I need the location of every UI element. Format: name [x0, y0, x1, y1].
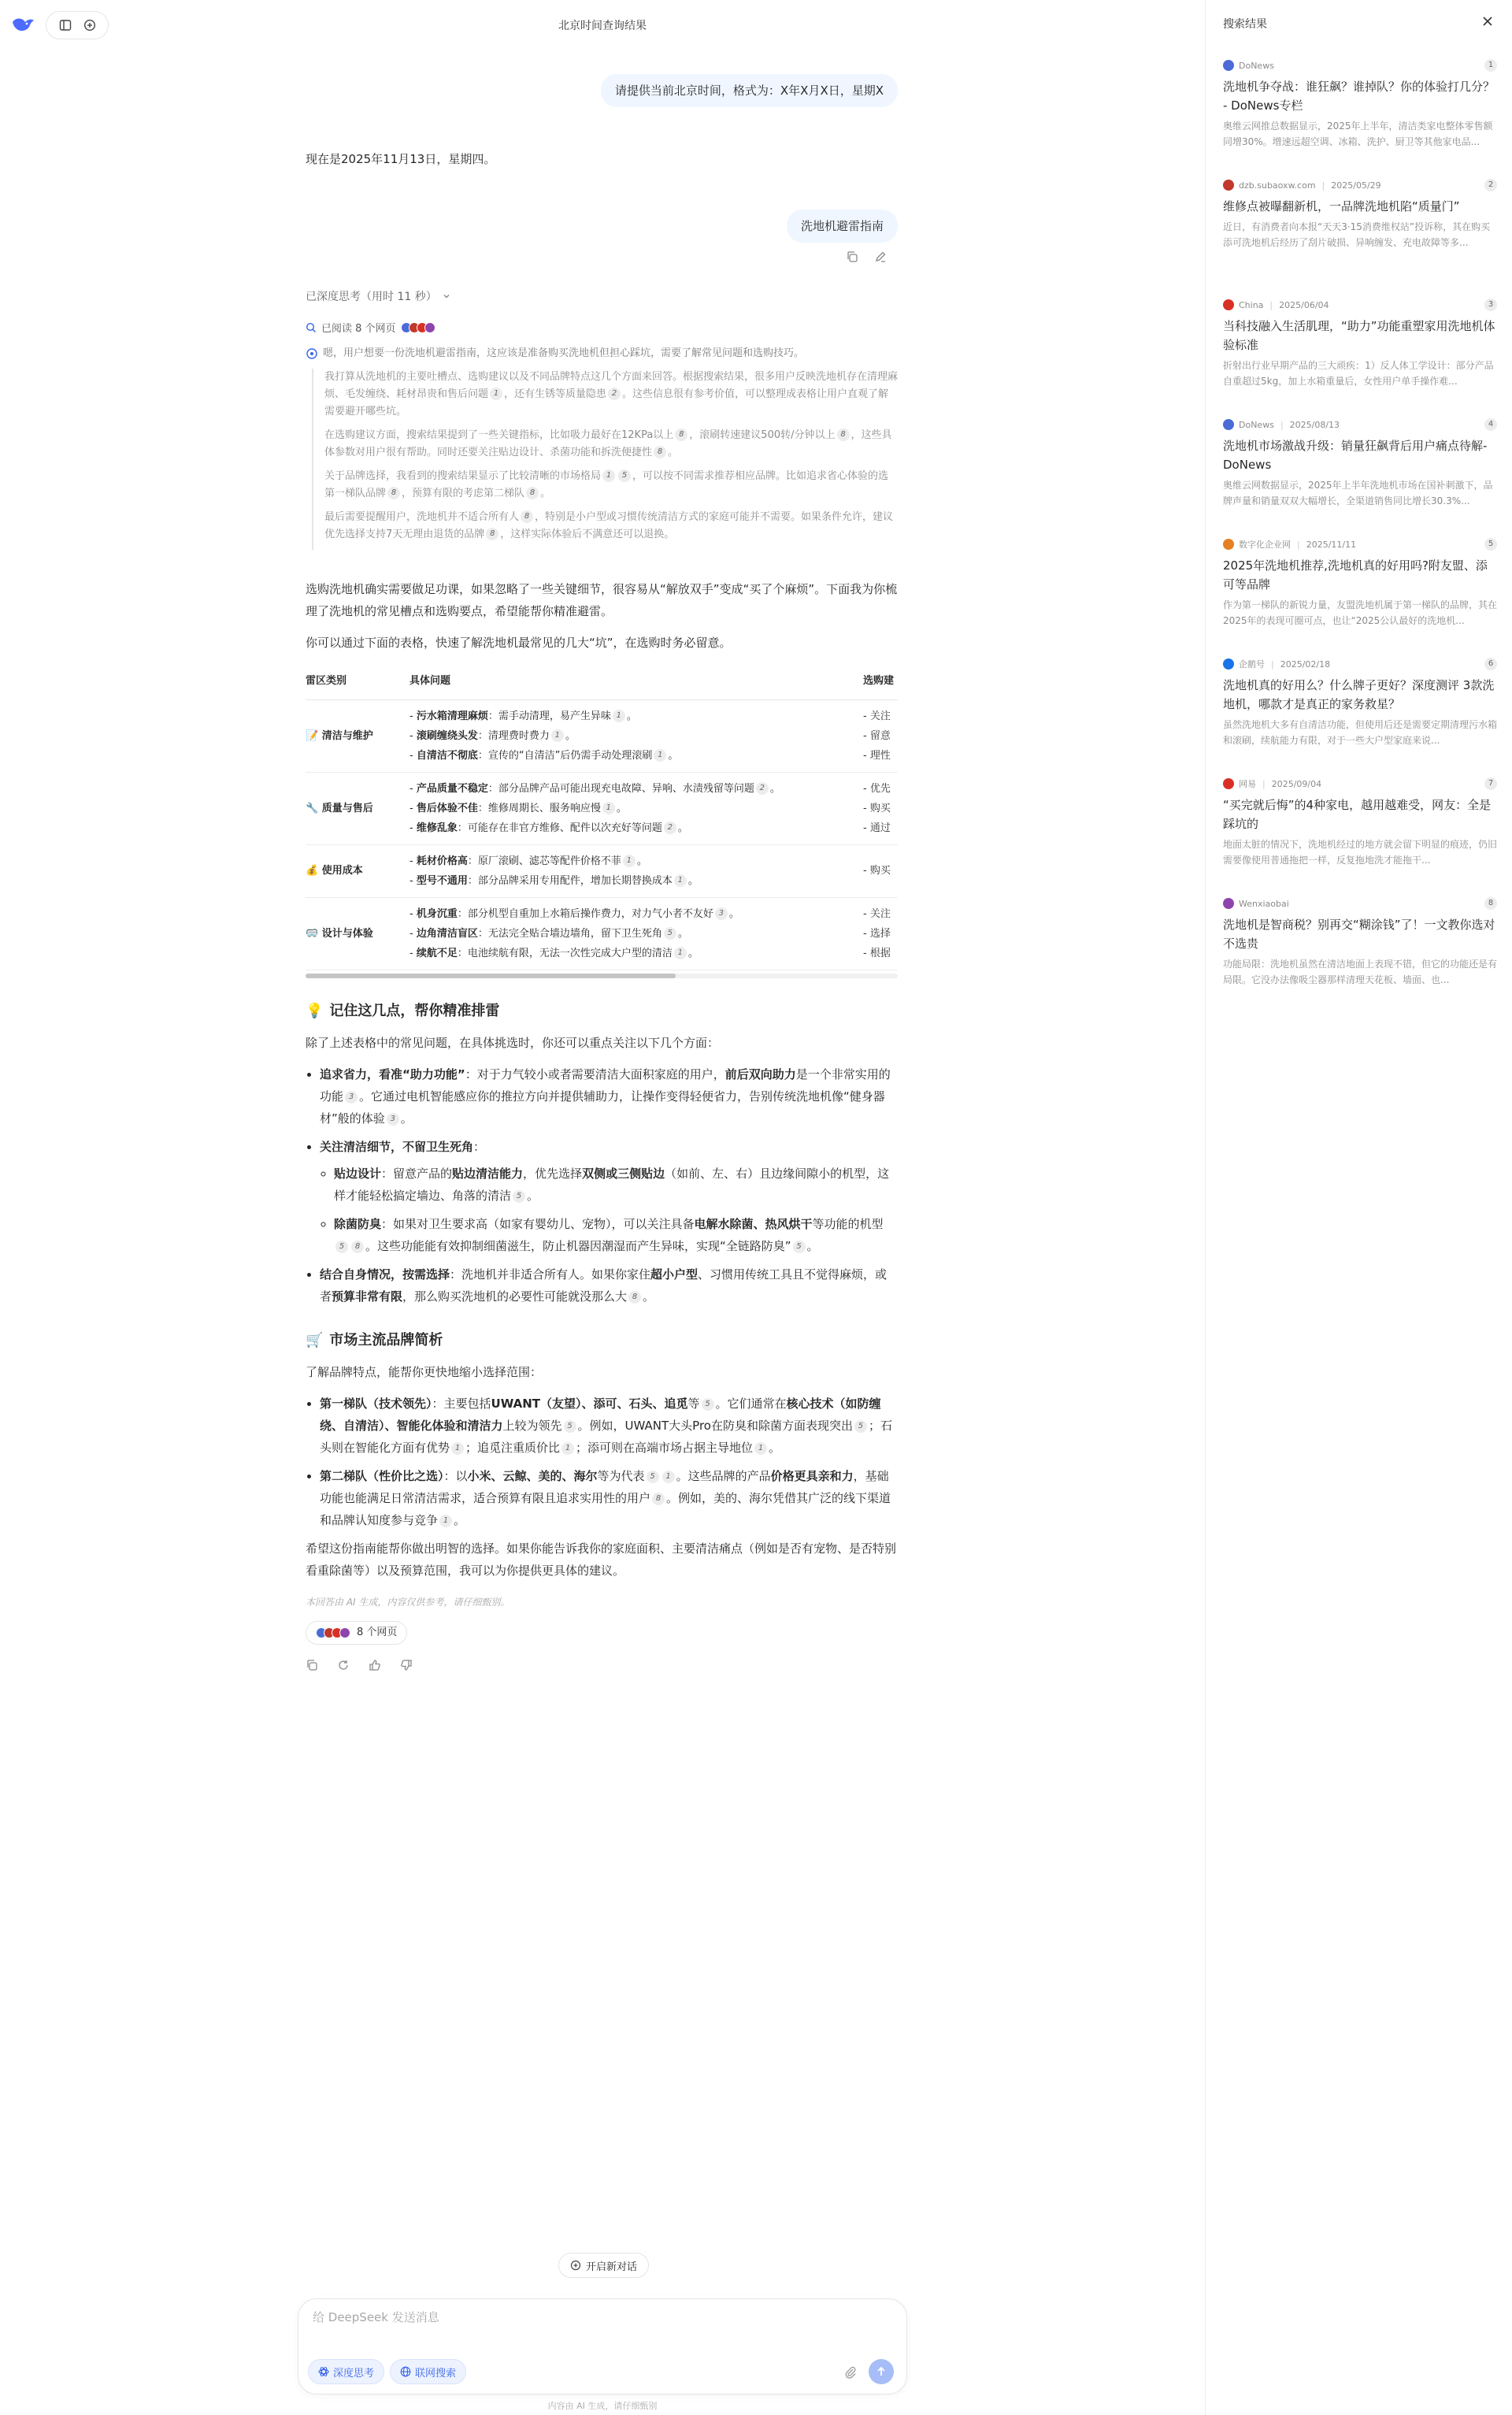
section-heading: [306, 1330, 898, 1352]
problem-item: - 边角清洁盲区：无法完全贴合墙边墙角，留下卫生死角 5 。: [410, 927, 688, 940]
source-favicons: [401, 322, 435, 333]
list-item: • 关注清洁细节，不留卫生死角： ◦ 贴边设计：留意产品的贴边清洁能力，优先选择双侧或三侧贴边（如前、左、右）且边缘间隙小的机型，这样才能轻松搞定墙边、角落的清洁 5 。 ◦ 除菌防臭：如果对卫生要求高（如家有婴幼儿、宠物），可以关注具备电解水除菌、热风烘干等功能的机型5 8 。这些功能能有效抑制细菌滋生，防止机器因潮湿而产生异味，实现“全链路防臭” 5 。: [320, 1136, 898, 1257]
table-cell-problems: [410, 699, 863, 772]
section-heading-text: 市场主流品牌简析: [329, 1331, 443, 1348]
citation-badge[interactable]: 1: [613, 710, 625, 722]
edit-icon[interactable]: [874, 250, 888, 265]
result-meta: 数字化企业网 | 2025/11/11 5: [1223, 537, 1497, 551]
citation-badge[interactable]: 8: [628, 1291, 641, 1304]
table-cell-problems: [410, 897, 863, 970]
suggestion-item: - 选择: [863, 927, 891, 940]
result-source: dzb.subaoxw.com: [1239, 180, 1316, 191]
thinking-toggle[interactable]: [306, 288, 451, 304]
search-result-card[interactable]: [1223, 417, 1497, 525]
thinking-paragraph: 我打算从洗地机的主要吐槽点、选购建议以及不同品牌特点这几个方面来回答。根据搜索结果，很多用户反映洗地机存在清理麻烦、毛发缠绕、耗材昂贵和售后问题 1 ，还有生锈等质量隐患 2 。这些信息很有参考价值，可以整理成表格让用户直观了解需要避开哪些坑。: [324, 371, 899, 417]
category-label: 清洁与维护: [321, 729, 373, 742]
search-results-panel: [1205, 0, 1512, 2415]
category-icon: 📝: [306, 729, 319, 742]
thinking-paragraph: 关于品牌选择，我看到的搜索结果显示了比较清晰的市场格局 1 5 ，可以按不同需求推荐相应品牌。比如追求省心体验的选第一梯队品牌 8 ，预算有限的考虑第二梯队 8 。: [324, 470, 889, 499]
sources-chip-label: 8 个网页: [357, 1626, 398, 1638]
suggestion-item: - 关注: [863, 907, 891, 920]
table-cell-category: [306, 897, 410, 970]
section-intro: 了解品牌特点，能帮你更快地缩小选择范围：: [306, 1364, 543, 1379]
citation-badge[interactable]: 1: [602, 802, 615, 814]
suggestion-item: - 优先: [863, 782, 891, 795]
citation-badge[interactable]: 8: [654, 446, 666, 458]
answer-actions: [306, 1656, 898, 1671]
search-result-card[interactable]: [1223, 657, 1497, 764]
citation-badge[interactable]: 2: [756, 782, 769, 795]
suggestion-item: - 理性: [863, 749, 891, 762]
table-cell-suggestion: [863, 897, 898, 970]
user-message-1: 请提供当前北京时间，格式为：X年X月X日，星期X: [601, 74, 898, 107]
citation-badge[interactable]: 8: [675, 428, 687, 441]
chevron-down-icon: [442, 291, 451, 301]
thinking-icon: [306, 347, 318, 360]
citation-badge[interactable]: 5: [664, 927, 676, 940]
search-icon: [306, 322, 317, 333]
citation-badge[interactable]: 8: [837, 428, 850, 441]
citation-badge[interactable]: 1: [623, 855, 636, 867]
problem-item: - 自清洁不彻底：宣传的“自清洁”后仍需手动处理滚刷 1 。: [410, 749, 679, 762]
citation-badge[interactable]: 3: [715, 907, 728, 920]
result-index: 2: [1484, 179, 1497, 191]
list-item: • 追求省力，看准“助力功能”：对于力气较小或者需要清洁大面积家庭的用户，前后双向助力是一个非常实用的功能 3 。它通过电机智能感应你的推拉方向并提供辅助力，让操作变得轻便省力，告别传统洗地机像“健身器材”般的体验 3 。: [320, 1063, 898, 1130]
citation-badge[interactable]: 8: [351, 1241, 364, 1253]
result-snippet: 作为第一梯队的新锐力量，友盟洗地机属于第一梯队的品牌，其在2025年的表现可圈可点，也让“2025公认最好的洗地机...: [1223, 599, 1497, 626]
category-label: 使用成本: [321, 865, 363, 877]
result-source: 数字化企业网: [1239, 540, 1291, 550]
citation-badge[interactable]: 1: [561, 1442, 574, 1455]
result-index: 6: [1484, 658, 1497, 670]
result-snippet: 地面太脏的情况下，洗地机经过的地方就会留下明显的痕迹，仍旧需要像使用普通拖把一样，反复拖地洗才能拖干...: [1223, 839, 1497, 866]
user-message-actions: [846, 250, 888, 265]
suggestion-item: - 根据: [863, 947, 891, 959]
result-source: Wenxiaobai: [1239, 898, 1289, 909]
citation-badge[interactable]: 8: [486, 528, 498, 540]
source-favicon: [1223, 778, 1234, 789]
result-title[interactable]: 洗地机真的好用么？什么牌子更好？深度测评 3款洗地机，哪款才是真正的家务救星？: [1223, 678, 1495, 711]
citation-badge[interactable]: 5: [793, 1241, 806, 1253]
source-favicon: [1223, 539, 1234, 550]
result-date: 2025/06/04: [1279, 299, 1329, 310]
search-result-card[interactable]: [1223, 178, 1497, 285]
result-source: 企鹅号: [1239, 659, 1265, 670]
citation-badge[interactable]: 1: [674, 947, 687, 959]
result-date: 2025/09/04: [1271, 778, 1322, 789]
problem-item: - 型号不通用：部分品牌采用专用配件，增加长期替换成本 1 。: [410, 874, 699, 887]
read-pages-label: 已阅读 8 个网页: [321, 323, 396, 335]
user-message-2: 洗地机避雷指南: [787, 210, 898, 243]
new-chat-button[interactable]: [558, 2253, 649, 2278]
favicon: [424, 322, 435, 333]
problem-item: - 污水箱清理麻烦：需手动清理，易产生异味 1 。: [410, 710, 637, 722]
category-icon: 🔧: [306, 802, 319, 814]
result-source: DoNews: [1239, 60, 1274, 71]
category-icon: 💰: [306, 865, 319, 877]
thumbs-up-icon[interactable]: [369, 1656, 383, 1671]
results-list: [1223, 58, 1497, 1016]
problem-item: - 维修乱象：可能存在非官方维修、配件以次充好等问题 2 。: [410, 822, 688, 834]
section-heading: [306, 1000, 898, 1022]
deep-think-toggle[interactable]: [308, 2359, 384, 2384]
source-favicon: [1223, 60, 1234, 71]
arrow-up-icon: [876, 2366, 887, 2377]
thinking-lead: [306, 345, 898, 362]
list-item: ◦ 贴边设计：留意产品的贴边清洁能力，优先选择双侧或三侧贴边（如前、左、右）且边缘间隙小的机型，这样才能轻松搞定墙边、角落的清洁 5 。: [334, 1163, 898, 1207]
read-pages-row[interactable]: [306, 320, 435, 335]
citation-badge[interactable]: 5: [335, 1241, 348, 1253]
table-cell-category: [306, 772, 410, 844]
message-input[interactable]: [313, 2310, 864, 2324]
result-meta: DoNews | 2025/08/13 4: [1223, 417, 1497, 432]
result-date: 2025/11/11: [1306, 539, 1357, 550]
table-cell-category: [306, 844, 410, 897]
table-intro: 你可以通过下面的表格，快速了解洗地机最常见的几大“坑”，在选购时务必留意。: [306, 636, 732, 650]
table-row: [306, 699, 898, 772]
source-favicon: [1223, 419, 1234, 430]
source-favicons: [316, 1627, 350, 1638]
result-meta: [1223, 58, 1497, 72]
brands-list: [306, 1393, 898, 1531]
source-favicon: [1223, 299, 1234, 310]
result-index: 3: [1484, 299, 1497, 311]
web-search-label: 联网搜索: [415, 2367, 457, 2380]
citation-badge[interactable]: 3: [345, 1091, 358, 1104]
result-title[interactable]: 维修点被曝翻新机，一品牌洗地机陷“质量门”: [1223, 199, 1460, 213]
table-cell-suggestion: [863, 772, 898, 844]
search-result-card[interactable]: [1223, 896, 1497, 1003]
thinking-content: [312, 369, 898, 550]
atom-icon: [318, 2366, 329, 2377]
citation-badge[interactable]: 3: [387, 1113, 399, 1126]
shopping-cart-icon: 🛒: [306, 1331, 324, 1348]
source-favicon: [1223, 898, 1234, 909]
result-snippet: 奥维云网数据显示，2025年上半年洗地机市场在国补刺激下，品牌声量和销量双双大幅增长，全渠道销售同比增长30.3%...: [1223, 480, 1493, 506]
search-result-card[interactable]: [1223, 298, 1497, 405]
suggestion-item: - 通过: [863, 822, 891, 834]
result-snippet: 功能局限：洗地机虽然在清洁地面上表现不错，但它的功能还是有局限。它没办法像吸尘器那样清理天花板、墙面、也...: [1223, 959, 1497, 985]
search-result-card[interactable]: [1223, 777, 1497, 884]
citation-badge[interactable]: 2: [664, 822, 676, 834]
assistant-answer: [306, 578, 898, 1671]
problem-item: - 滚刷缠绕头发：清理费时费力 1 。: [410, 729, 576, 742]
citation-badge[interactable]: 1: [451, 1442, 464, 1455]
result-title[interactable]: 洗地机争夺战：谁狂飙？谁掉队？你的体验打几分？ - DoNews专栏: [1223, 80, 1495, 113]
result-meta: 网易 | 2025/09/04 7: [1223, 777, 1497, 791]
thumbs-down-icon[interactable]: [400, 1656, 414, 1671]
composer-footnote: 内容由 AI 生成，请仔细甄别: [547, 2401, 658, 2411]
message-composer: [298, 2298, 907, 2395]
result-meta: dzb.subaoxw.com | 2025/05/29 2: [1223, 178, 1497, 192]
citation-badge[interactable]: 1: [602, 469, 615, 482]
suggestion-item: - 关注: [863, 710, 891, 722]
citation-badge[interactable]: 5: [618, 469, 631, 482]
result-index: 8: [1484, 897, 1497, 910]
thinking-toggle-label: 已深度思考（用时 11 秒）: [306, 291, 437, 303]
sources-chip[interactable]: [306, 1621, 407, 1645]
citation-badge[interactable]: 1: [674, 874, 687, 887]
problem-item: - 售后体验不佳：维修周期长、服务响应慢 1 。: [410, 802, 627, 814]
result-snippet: 折射出行业早期产品的三大顽疾：1）反人体工学设计：部分产品自重超过5kg，加上水箱重量后，女性用户单手操作难...: [1223, 360, 1494, 387]
result-meta: 企鹅号 | 2025/02/18 6: [1223, 657, 1497, 671]
plus-circle-icon: [570, 2260, 581, 2271]
table-row: [306, 772, 898, 844]
result-date: 2025/08/13: [1289, 419, 1340, 430]
citation-badge[interactable]: 1: [754, 1442, 767, 1455]
assistant-message-1: 现在是2025年11月13日，星期四。: [306, 152, 496, 166]
thinking-paragraph: 在选购建议方面，搜索结果提到了一些关键指标，比如吸力最好在12KPa以上 8 ，滚刷转速建议500转/分钟以上 8 ，这些具体参数对用户很有帮助。同时还要关注贴边设计、杀菌功能和拆洗便捷性 8 。: [324, 429, 892, 458]
regenerate-icon[interactable]: [337, 1656, 351, 1671]
result-meta: [1223, 896, 1497, 911]
problem-item: - 机身沉重：部分机型自重加上水箱后操作费力，对力气小者不友好 3 。: [410, 907, 739, 920]
citation-badge[interactable]: 5: [564, 1420, 576, 1433]
panel-title: 搜索结果: [1223, 18, 1267, 31]
result-source: 网易: [1239, 779, 1256, 789]
category-label: 质量与售后: [321, 802, 373, 814]
citation-badge[interactable]: 8: [526, 487, 539, 499]
result-date: 2025/05/29: [1331, 180, 1381, 191]
search-result-card[interactable]: [1223, 537, 1497, 644]
paperclip-icon[interactable]: [843, 2365, 858, 2380]
result-snippet: 虽然洗地机大多有自清洁功能，但使用后还是需要定期清理污水箱和滚刷，续航能力有限，对于一些大户型家庭来说...: [1223, 719, 1497, 746]
table-row: [306, 897, 898, 970]
tips-list: [306, 1063, 898, 1308]
ai-disclaimer: 本回答由 AI 生成，内容仅供参考，请仔细甄别。: [306, 1596, 510, 1608]
result-index: 5: [1484, 538, 1497, 551]
section-heading-text: 记住这几点，帮你精准排雷: [329, 1002, 500, 1019]
citation-badge[interactable]: 2: [608, 388, 621, 400]
table-cell-suggestion: [863, 699, 898, 772]
citation-badge[interactable]: 1: [654, 749, 666, 762]
result-index: 1: [1484, 59, 1497, 72]
citation-badge[interactable]: 5: [702, 1398, 714, 1411]
copy-icon[interactable]: [846, 250, 860, 265]
source-favicon: [1223, 658, 1234, 670]
page-title: 北京时间查询结果: [558, 20, 647, 32]
suggestion-item: - 购买: [863, 802, 891, 814]
result-title[interactable]: 当科技融入生活肌理，“助力”功能重塑家用洗地机体验标准: [1223, 319, 1495, 352]
table-header: 具体问题: [410, 663, 863, 699]
web-search-toggle[interactable]: [390, 2359, 466, 2384]
table-cell-problems: [410, 772, 863, 844]
citation-badge[interactable]: 8: [387, 487, 400, 499]
result-snippet: 近日，有消费者向本报“天天3·15消费维权站”投诉称，其在购买添可洗地机后经历了刮片破损、异响缠发、充电故障等多...: [1223, 221, 1491, 248]
citation-badge[interactable]: 5: [647, 1471, 659, 1483]
closing-paragraph: 希望这份指南能帮你做出明智的选择。如果你能告诉我你的家庭面积、主要清洁痛点（例如是否有宠物、是否特别看重除菌等）以及预算范围，我可以为你提供更具体的建议。: [306, 1541, 897, 1578]
result-title[interactable]: 洗地机市场激战升级：销量狂飙背后用户痛点待解- DoNews: [1223, 439, 1488, 472]
table-scrollbar[interactable]: [306, 974, 898, 978]
result-source: China: [1239, 299, 1264, 310]
lightbulb-icon: 💡: [306, 1002, 324, 1019]
result-index: 4: [1484, 418, 1497, 431]
result-index: 7: [1484, 777, 1497, 790]
list-item: • 第二梯队（性价比之选）：以小米、云鲸、美的、海尔等为代表 5 1 。这些品牌的产品价格更具亲和力，基础功能也能满足日常清洁需求，适合预算有限且追求实用性的用户 8 。例如，美的、海尔凭借其广泛的线下渠道和品牌认知度参与竞争 1 。: [320, 1465, 898, 1531]
citation-badge[interactable]: 8: [521, 510, 533, 523]
deep-think-label: 深度思考: [333, 2367, 375, 2380]
problem-item: - 续航不足：电池续航有限，无法一次性完成大户型的清洁 1 。: [410, 947, 699, 959]
thinking-paragraph: 最后需要提醒用户，洗地机并不适合所有人 8 ，特别是小户型或习惯传统清洁方式的家庭可能并不需要。如果条件允许，建议优先选择支持7天无理由退货的品牌 8 ，这样实际体验后不满意还可以退换。: [324, 511, 894, 540]
list-item: • 第一梯队（技术领先）：主要包括UWANT（友望）、添可、石头、追觅等 5 。它们通常在核心技术（如防缠绕、自清洁）、智能化体验和清洁力上较为领先 5 。例如，UWANT大头Pro在防臭和除菌方面表现突出 5 ；石头则在智能化方面有优势 1 ；追觅注重质价比 1 ；添可则在高端市场占据主导地位 1 。: [320, 1393, 898, 1459]
citation-badge[interactable]: 1: [662, 1471, 675, 1483]
category-icon: 🥽: [306, 927, 319, 940]
copy-icon[interactable]: [306, 1656, 320, 1671]
citation-badge[interactable]: 8: [652, 1493, 665, 1505]
result-snippet: 奥维云网推总数据显示，2025年上半年，清洁类家电整体零售额同增30%。增速远超空调、冰箱、洗护、厨卫等其他家电品...: [1223, 121, 1493, 147]
result-meta: China | 2025/06/04 3: [1223, 298, 1497, 312]
suggestion-item: - 购买: [863, 865, 891, 877]
problem-item: - 耗材价格高：原厂滚刷、滤芯等配件价格不菲 1 。: [410, 855, 647, 867]
table-row: [306, 844, 898, 897]
section-intro: 除了上述表格中的常见问题，在具体挑选时，你还可以重点关注以下几个方面：: [306, 1035, 720, 1050]
list-item: ◦ 除菌防臭：如果对卫生要求高（如家有婴幼儿、宠物），可以关注具备电解水除菌、热风烘干等功能的机型5 8 。这些功能能有效抑制细菌滋生，防止机器因潮湿而产生异味，实现“全链路防臭” 5 。: [334, 1213, 898, 1257]
table-cell-problems: [410, 844, 863, 897]
category-label: 设计与体验: [321, 927, 373, 940]
table-cell-suggestion: [863, 844, 898, 897]
favicon: [339, 1627, 350, 1638]
citation-badge[interactable]: 1: [551, 729, 564, 742]
table-header: 雷区类别: [306, 663, 410, 699]
result-date: 2025/02/18: [1280, 658, 1331, 670]
list-item: • 结合自身情况，按需选择：洗地机并非适合所有人。如果你家住超小户型、习惯用传统工具且不觉得麻烦，或者预算非常有限，那么购买洗地机的必要性可能就没那么大 8 。: [320, 1263, 898, 1308]
new-chat-label: 开启新对话: [586, 2261, 638, 2273]
close-icon[interactable]: [1480, 14, 1495, 28]
pitfall-table[interactable]: [306, 663, 898, 970]
result-source: DoNews: [1239, 419, 1274, 430]
suggestion-item: - 留意: [863, 729, 891, 742]
globe-icon: [400, 2366, 411, 2377]
citation-badge[interactable]: 1: [490, 388, 502, 400]
thinking-lead-text: 嗯，用户想要一份洗地机避雷指南，这应该是准备购买洗地机但担心踩坑，需要了解常见问题和选购技巧。: [323, 347, 805, 359]
table-header: 选购建: [863, 663, 898, 699]
result-title[interactable]: “买完就后悔”的4种家电，越用越难受，网友：全是踩坑的: [1223, 798, 1492, 831]
citation-badge[interactable]: 1: [439, 1515, 452, 1527]
table-cell-category: [306, 699, 410, 772]
search-result-card[interactable]: [1223, 58, 1497, 165]
result-title[interactable]: 2025年洗地机推荐,洗地机真的好用吗?附友盟、添可等品牌: [1223, 558, 1488, 592]
problem-item: - 产品质量不稳定：部分品牌产品可能出现充电故障、异响、水渍残留等问题 2 。: [410, 782, 780, 795]
answer-intro: 选购洗地机确实需要做足功课，如果忽略了一些关键细节，很容易从“解放双手”变成“买了个麻烦”。下面我为你梳理了洗地机的常见槽点和选购要点，希望能帮你精准避雷。: [306, 582, 898, 618]
source-favicon: [1223, 180, 1234, 191]
citation-badge[interactable]: 5: [854, 1420, 867, 1433]
result-title[interactable]: 洗地机是智商税？别再交“糊涂钱”了！一文教你选对不选贵: [1223, 918, 1495, 951]
send-button[interactable]: [869, 2359, 894, 2384]
citation-badge[interactable]: 5: [513, 1190, 525, 1203]
